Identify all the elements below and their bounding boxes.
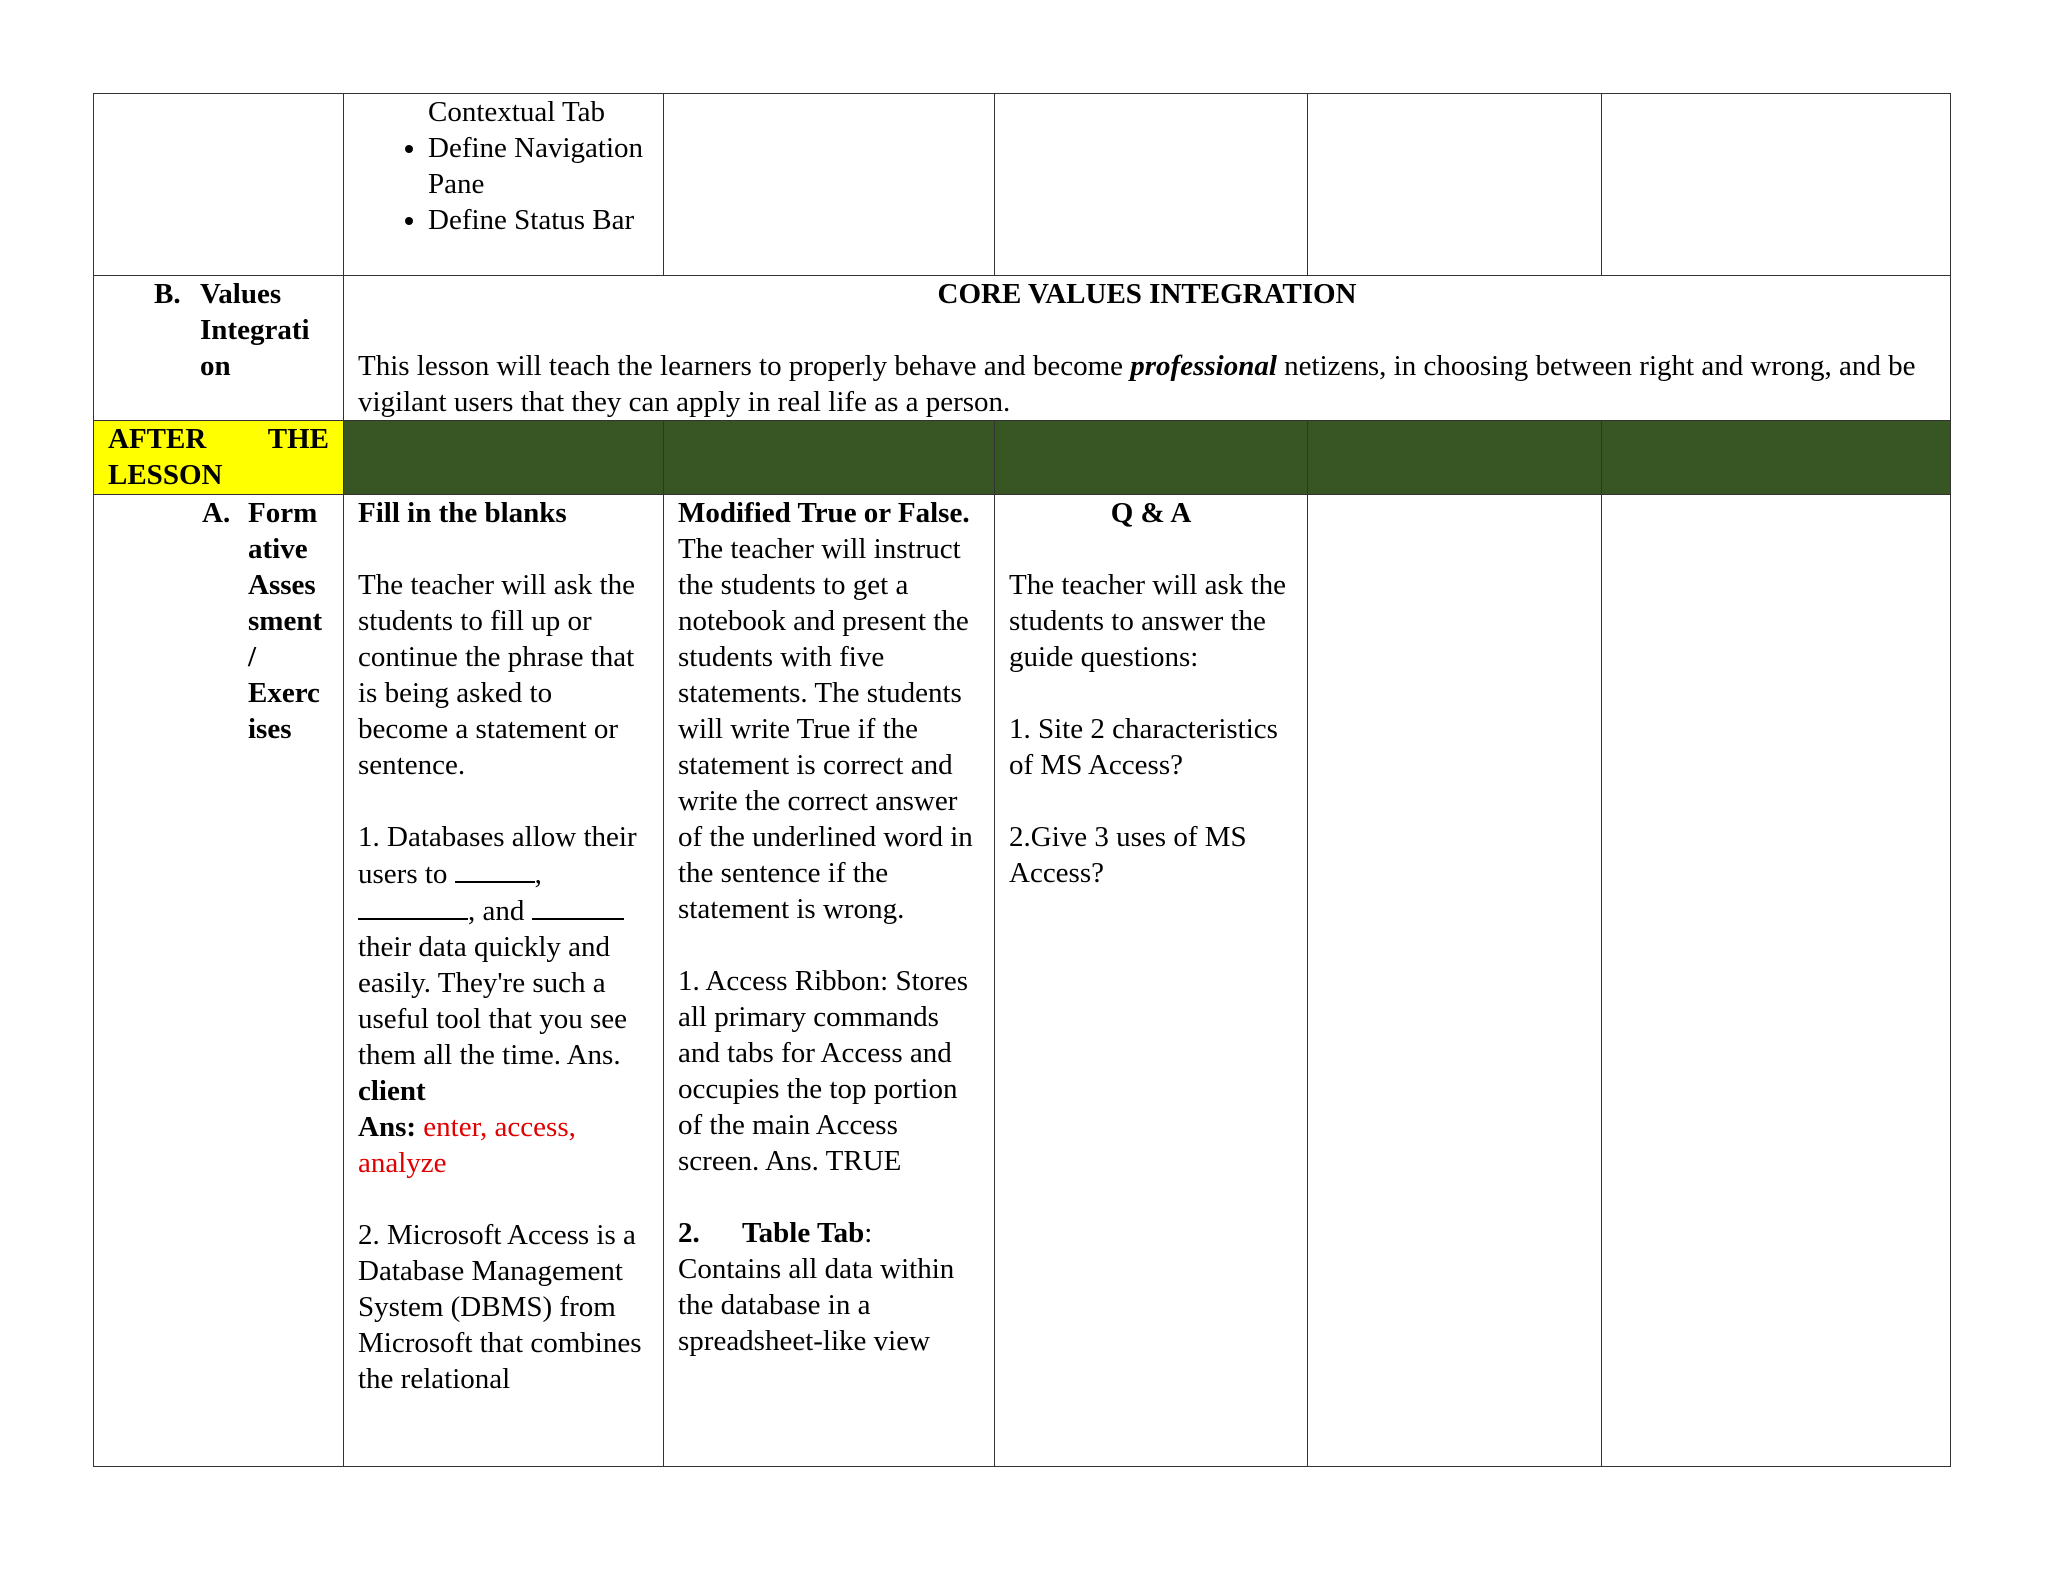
fill-blanks-intro: The teacher will ask the students to fill up or continue the phrase that is being asked to become a statement or sentence.	[358, 569, 635, 781]
values-content-cell	[344, 276, 1951, 421]
modified-tf-item-2	[678, 1215, 980, 1359]
fill-blanks-item-1: 1. Databases allow their users to , , and their data quickly and easily. They're such a useful tool that you see them all the time. Ans. client Ans: enter, access, analyze	[358, 819, 649, 1181]
lesson-word: LESSON	[108, 459, 223, 491]
values-text: This lesson will teach the learners to properly behave and become	[358, 350, 1131, 382]
answer-value: enter, access, analyze	[358, 1111, 576, 1179]
green-cell	[344, 421, 664, 495]
after-lesson-label	[94, 421, 344, 495]
modified-tf-title: Modified True or False.	[678, 497, 970, 529]
after-lesson-row	[94, 421, 1951, 495]
blank-line	[455, 855, 535, 883]
fill-blanks-item-2: 2. Microsoft Access is a Database Management System (DBMS) from Microsoft that combines the relational	[358, 1219, 642, 1395]
formative-row	[94, 495, 1951, 1467]
empty-cell	[1308, 495, 1602, 1467]
item-number: 2.	[678, 1217, 700, 1249]
fill-blanks-cell	[344, 495, 664, 1467]
section-heading	[108, 276, 329, 384]
formative-label-cell	[94, 495, 344, 1467]
blank-line	[358, 892, 468, 920]
after-word: AFTER	[108, 423, 207, 455]
item-term: Table Tab	[742, 1217, 865, 1249]
section-letter: A.	[202, 497, 231, 529]
answer-label: Ans:	[358, 1111, 417, 1143]
item-text: their data quickly and easily. They're such a useful tool that you see them all the time. Ans.	[358, 931, 628, 1071]
modified-tf-cell	[664, 495, 995, 1467]
item-text: 1. Databases allow their users to	[358, 821, 637, 890]
modified-tf-intro: The teacher will instruct the students to get a notebook and present the students with five statements. The students will write True if the statement is correct and write the correct answer of the underlined word in the sentence if the statement is wrong.	[678, 533, 973, 925]
values-emphasis: professional	[1130, 350, 1277, 382]
fill-blanks-title: Fill in the blanks	[358, 497, 567, 529]
empty-cell	[995, 94, 1308, 276]
continuation-cell	[344, 94, 664, 276]
empty-cell	[94, 94, 344, 276]
values-paragraph	[358, 348, 1936, 420]
blank-line	[532, 892, 624, 920]
bullet-item: • Define Navigation Pane	[428, 130, 649, 202]
section-label: Values Integrati on	[200, 278, 310, 382]
green-cell	[664, 421, 995, 495]
item-text: and	[482, 895, 525, 927]
qa-title: Q & A	[1110, 497, 1192, 529]
empty-cell	[1602, 495, 1951, 1467]
contextual-tab-text: Contextual Tab	[428, 96, 606, 128]
continuation-row	[94, 94, 1951, 276]
green-cell	[1308, 421, 1602, 495]
green-cell	[1602, 421, 1951, 495]
modified-tf-item-1: 1. Access Ribbon: Stores all primary commands and tabs for Access and occupies the top portion of the main Access screen. Ans. TRUE	[678, 965, 968, 1177]
qa-question-1: 1. Site 2 characteristics of MS Access?	[1009, 713, 1278, 781]
qa-question-2: 2.Give 3 uses of MS Access?	[1009, 821, 1247, 889]
item-text: : Contains all data within the database in a spreadsheet-like view	[678, 1217, 955, 1357]
lesson-plan-table	[93, 93, 1951, 1467]
bullet-item: • Define Status Bar	[428, 202, 649, 238]
empty-cell	[1308, 94, 1602, 276]
values-integration-row	[94, 276, 1951, 421]
qa-cell	[995, 495, 1308, 1467]
core-values-heading: CORE VALUES INTEGRATION	[937, 278, 1357, 310]
empty-cell	[1602, 94, 1951, 276]
section-label: Form ative Asses sment / Exerc ises	[248, 497, 323, 745]
section-letter: B.	[154, 278, 181, 310]
empty-cell	[664, 94, 995, 276]
item-text: client	[358, 1075, 426, 1107]
qa-intro: The teacher will ask the students to answer the guide questions:	[1009, 569, 1286, 673]
values-text: netizens, in choosing between right and wrong, and be vigilant users that they can apply in real life as a person.	[358, 350, 1916, 418]
bullet-list	[358, 130, 649, 238]
values-label-cell	[94, 276, 344, 421]
the-word: THE	[267, 423, 329, 455]
section-heading	[108, 495, 329, 747]
green-cell	[995, 421, 1308, 495]
